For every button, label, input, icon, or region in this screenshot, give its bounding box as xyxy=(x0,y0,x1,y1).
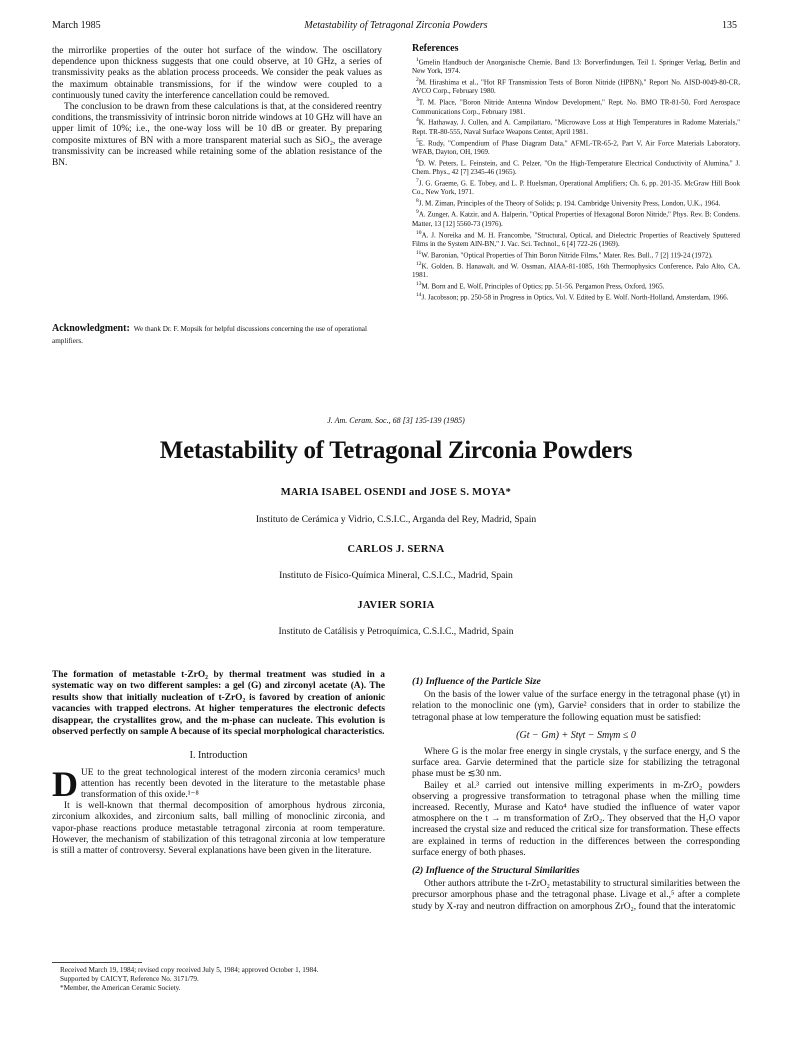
reference-item xyxy=(412,116,740,136)
reference-item xyxy=(412,249,740,260)
equation: (Gt − Gm) + Stγt − Smγm ≤ 0 xyxy=(516,729,636,741)
reference-text: J. G. Graeme, G. E. Tobey, and L. P. Huelsman, Operational Amplifiers; Ch. 6, pp. 201-35. McGraw Hill Book Co., New York, 1971. xyxy=(412,179,740,197)
intro-paragraph-1-text: UE to the great technological interest of the modern zirconia ceramics¹ much attention has recently been devoted in the literature to the metastable phase transformation of this oxide.¹⁻⁸ xyxy=(81,767,385,801)
reference-text: K. Golden, B. Hanawalt, and W. Ossman, AIAA-81-1085, 16th Thermophysics Conference, Palo Alto, CA, 1981. xyxy=(412,262,740,280)
header-page-number: 135 xyxy=(722,20,737,31)
reference-text: A. Zunger, A. Katzir, and A. Halperin, "Optical Properties of Hexagonal Boron Nitride," Phys. Rev. B: Condens. Matter, 13 [12] 5560-73 (1976). xyxy=(412,210,740,228)
reference-text: J. M. Ziman, Principles of the Theory of Solids; p. 194. Cambridge University Press, London, U.K., 1964. xyxy=(418,199,721,208)
sub1-paragraph-3: Bailey et al.³ carried out intensive milling experiments in m-ZrO₂ powders observing a progressive transformation to tetragonal phase when the milling time increased. Recently, Murase and Kato⁴ have studied the influence of water vapor atmosphere on the t → m transformation of ZrO₂. They observed that the H₂O vapor increased the crystal size and reduced the critical size for transformation. These effects are explained in terms of reduction in the differences between the corresponding surface energy of both phases. xyxy=(412,780,740,858)
reference-text: M. Hirashima et al., "Hot RF Transmission Tests of Boron Nitride (HPBN)," Report No. AISD-0049-80-CR, AVCO Corp., February 1980. xyxy=(412,78,740,96)
journal-citation: J. Am. Ceram. Soc., 68 [3] 135-139 (1985) xyxy=(327,416,465,425)
reference-text: W. Baronian, "Optical Properties of Thin Boron Nitride Films," Mater. Res. Bull., 7 [2] 119-24 (1972). xyxy=(421,251,713,260)
reference-number: 10 xyxy=(416,229,422,236)
reference-number: 2 xyxy=(416,77,419,84)
authors-group-1: MARIA ISABEL OSENDI and JOSE S. MOYA* xyxy=(280,487,512,498)
reference-number: 8 xyxy=(416,198,419,205)
article-left-column xyxy=(52,670,385,857)
prev-paragraph-2: The conclusion to be drawn from these calculations is that, at the considered reentry conditions, the transmissivity of intrinsic boron nitride windows at 10 GHz will have an upper limit of 10%; i.e., the one-way loss will be 10 dB or greater. By preparing composite mixtures of BN with a more transparent material such as SiO₂, the average transmissivity can be increased while retaining some of the ablation resistance of the BN. xyxy=(52,102,382,169)
sub2-paragraph-1: Other authors attribute the t-ZrO₂ metastability to structural similarities between the precursor amorphous phase and the tetragonal phase. Livage et al.,⁵ after a complete study by X-ray and neutron diffraction on amorphous ZrO₂, found that the interatomic xyxy=(412,879,740,912)
prev-article-column xyxy=(52,46,382,169)
reference-number: 14 xyxy=(416,292,422,299)
reference-number: 7 xyxy=(416,177,419,184)
reference-text: A. J. Noreika and M. H. Francombe, "Structural, Optical, and Dielectric Properties of Reactively Sputtered Films in the System AlN-BN," J. Vac. Sci. Technol., 6 [4] 722-26 (1969). xyxy=(412,230,740,248)
reference-text: D. W. Peters, L. Feinstein, and C. Pelzer, "On the High-Temperature Electrical Conductivity of Alumina," J. Chem. Phys., 42 [7] 2345-46 (1965). xyxy=(412,159,740,177)
article-title: Metastability of Tetragonal Zirconia Powders xyxy=(159,437,633,464)
reference-item xyxy=(412,96,740,116)
footnote-member: *Member, the American Ceramic Society. xyxy=(60,984,181,992)
sub1-paragraph-1: On the basis of the lower value of the surface energy in the tetragonal phase (γt) in relation to the monoclinic one (γm), Garvie² considers that in order to stabilize the tetragonal phase at low temperature the following equation must be satisfied: xyxy=(412,690,740,723)
reference-text: T. M. Place, "Boron Nitride Antenna Window Development," Rept. No. BMO TR-81-50, Ford Aerospace Communications Corp., February 1981. xyxy=(412,98,740,116)
reference-item xyxy=(412,280,740,291)
footnotes xyxy=(52,962,385,993)
reference-item xyxy=(412,291,740,302)
sub1-paragraph-2: Where G is the molar free energy in single crystals, γ the surface energy, and S the surface area. Garvie determined that the particle size for stabilizing the tetragonal phase must be ≲30 nm. xyxy=(412,747,740,780)
reference-text: Gmelin Handbuch der Anorganische Chemie, Band 13: Borverfindungen, Teil 1. Springer Verlag, Berlin and New York, 1974. xyxy=(412,58,740,76)
reference-number: 6 xyxy=(416,157,419,164)
references-title: References xyxy=(412,43,459,54)
reference-number: 1 xyxy=(416,56,419,63)
affiliation-3: Instituto de Catálisis y Petroquímica, C.S.I.C., Madrid, Spain xyxy=(278,626,514,637)
footnote-support: Supported by CAICYT, Reference No. 3171/79. xyxy=(60,975,199,983)
reference-item xyxy=(412,56,740,76)
affiliation-2: Instituto de Fisico-Química Mineral, C.S.I.C., Madrid, Spain xyxy=(279,570,513,581)
header-date: March 1985 xyxy=(52,20,101,31)
reference-item xyxy=(412,76,740,96)
prev-paragraph-1: the mirrorlike properties of the outer hot surface of the window. The oscillatory dependence upon thickness suggests that one could observe, at 10 GHz, a series of transmissivity peaks as the ablation process proceeds. We consider the peak values as the maximum obtainable transmissions, for if the window were coupled to a continuously tuned cavity the interference cancellation could be removed. xyxy=(52,46,382,101)
reference-item xyxy=(412,177,740,197)
drop-cap: D xyxy=(52,763,78,804)
references-list xyxy=(412,56,740,303)
reference-number: 3 xyxy=(416,97,419,104)
reference-item xyxy=(412,197,740,208)
references-block xyxy=(412,45,740,303)
reference-number: 11 xyxy=(416,249,422,256)
ack-text: We thank Dr. F. Mopsik for helpful discussions concerning the use of operational amplifiers. xyxy=(52,325,367,345)
reference-text: E. Rudy, "Compendium of Phase Diagram Data," AFML-TR-65-2, Part V, Air Force Materials Laboratory, WFAB, Dayton, OH, 1969. xyxy=(412,138,740,156)
reference-number: 9 xyxy=(416,209,419,216)
authors-group-2: CARLOS J. SERNA xyxy=(347,544,445,555)
reference-item xyxy=(412,208,740,228)
reference-item xyxy=(412,260,740,280)
reference-item xyxy=(412,137,740,157)
reference-text: J. Jacobsson; pp. 250-58 in Progress in Optics, Vol. V. Edited by E. Wolf. North-Holland, Amsterdam, 1966. xyxy=(421,293,729,302)
reference-number: 13 xyxy=(416,281,422,288)
subsection-1-heading: (1) Influence of the Particle Size xyxy=(412,676,541,687)
section-1-heading: I. Introduction xyxy=(189,750,248,762)
header-running-title: Metastability of Tetragonal Zirconia Powders xyxy=(304,20,488,31)
reference-text: K. Hathaway, J. Cullen, and A. Campilattaro, "Microwave Loss at High Temperatures in Radome Materials," Rept. TR-80-555, Naval Surface Weapons Center, April 1981. xyxy=(412,118,740,136)
acknowledgment xyxy=(52,322,382,346)
footnote-rule xyxy=(52,962,142,963)
subsection-2-heading: (2) Influence of the Structural Similarities xyxy=(412,865,580,877)
reference-item xyxy=(412,157,740,177)
authors-group-3: JAVIER SORIA xyxy=(357,600,435,611)
ack-title: Acknowledgment: xyxy=(52,323,130,334)
reference-number: 5 xyxy=(416,137,419,144)
abstract: The formation of metastable t-ZrO₂ by thermal treatment was studied in a systematic way on two different samples: a gel (G) and zirconyl acetate (A). The results show that initially nucleation of t-ZrO₂ is favored by creation of anionic vacancies with trapped electrons. At higher temperatures the electronic defects disappear, the crystallites grow, and the m-phase can nucleate. This evolution is observed perfectly on sample A because of its special morphological characteristics. xyxy=(52,670,385,738)
reference-text: M. Born and E. Wolf, Principles of Optics; pp. 51-56. Pergamon Press, Oxford, 1965. xyxy=(421,282,665,291)
reference-number: 12 xyxy=(416,260,422,267)
footnote-received: Received March 19, 1984; revised copy received July 5, 1984; approved October 1, 1984. xyxy=(60,966,319,974)
article-right-column xyxy=(412,672,740,913)
affiliation-1: Instituto de Cerámica y Vidrio, C.S.I.C., Arganda del Rey, Madrid, Spain xyxy=(255,514,537,525)
intro-paragraph-2: It is well-known that thermal decomposition of amorphous hydrous zirconia, zirconium alkoxides, and zirconium salts, ball milling of monoclinic zirconia, and vapor-phase reactions produce metastable tetragonal zirconia at room temperature. However, the mechanism of stabilization of this tetragonal zirconia at low temperature is still a matter of controversy. Several explanations have been given in the literature. xyxy=(52,801,385,857)
reference-item xyxy=(412,229,740,249)
reference-number: 4 xyxy=(416,117,419,124)
intro-paragraph-1 xyxy=(52,763,385,804)
